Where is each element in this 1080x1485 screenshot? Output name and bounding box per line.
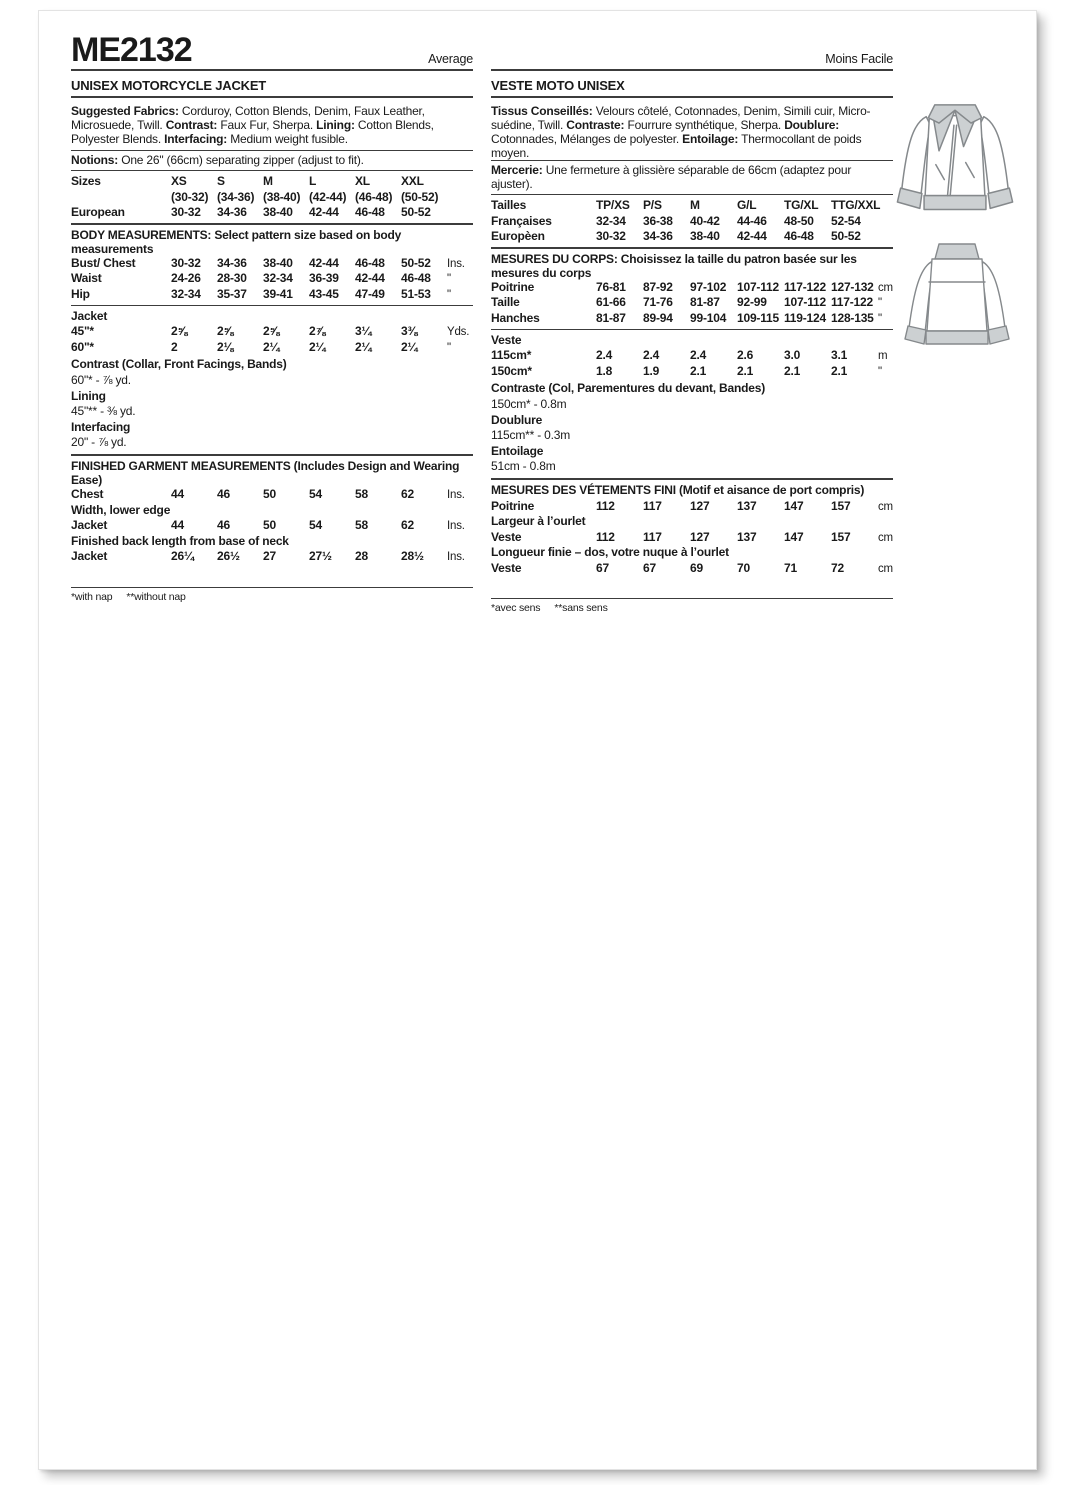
row-label: Jacket: [71, 549, 108, 564]
table-cell: XS: [171, 174, 187, 188]
table-cell: 3.0: [784, 348, 801, 363]
table-row: [71, 340, 473, 356]
table-cell: 2.1: [784, 363, 801, 378]
table-cell: 137: [737, 529, 757, 544]
table-cell: 127-132: [831, 279, 874, 294]
table-cell: 58: [355, 518, 368, 533]
footnote-with-nap: *with nap: [71, 590, 113, 603]
table-row: [71, 324, 473, 340]
interfacing-value: 20" - ⅞ yd.: [71, 435, 127, 450]
difficulty-label-fr: Moins Facile: [825, 52, 893, 66]
table-cell: 46-48: [784, 229, 814, 244]
notions-text: One 26" (66cm) separating zipper (adjust to fit).: [118, 153, 364, 167]
table-row: [491, 280, 893, 296]
notions-label: Notions:: [71, 153, 119, 167]
table-cell: 2⅞: [309, 324, 326, 339]
mercerie-row: [491, 160, 893, 195]
contraste-value: 150cm* - 0.8m: [491, 396, 567, 411]
table-cell: 27: [263, 549, 276, 564]
table-cell: 1.8: [596, 363, 613, 378]
table-row: [71, 287, 473, 303]
table-cell: 48-50: [784, 213, 814, 228]
table-cell: 24-26: [171, 271, 201, 286]
table-cell: 26¼: [171, 549, 194, 564]
mercerie-label: Mercerie:: [491, 163, 543, 177]
table-cell: (42-44): [309, 189, 347, 204]
table-row: [491, 311, 893, 327]
contraste-heading: Contraste (Col, Parementures du devant, Bandes): [491, 381, 765, 396]
table-cell: 2.1: [690, 363, 707, 378]
table-cell: 38-40: [263, 205, 293, 220]
table-cell: 127: [690, 498, 710, 513]
table-cell: 157: [831, 529, 851, 544]
contrast-value: 60"* - ⅞ yd.: [71, 372, 131, 387]
unit-cell: Ins.: [447, 257, 465, 270]
unit-cell: ": [878, 297, 882, 310]
row-label: Poitrine: [491, 498, 535, 513]
table-cell: 1.9: [643, 363, 660, 378]
table-cell: 72: [831, 560, 844, 575]
table-cell: (46-48): [355, 189, 393, 204]
table-row: [71, 205, 473, 221]
interfacing-text: Medium weight fusible.: [227, 132, 348, 146]
table-cell: (38-40): [263, 189, 301, 204]
table-cell: 87-92: [643, 279, 673, 294]
table-cell: 42-44: [737, 229, 767, 244]
entoilage-value: 51cm - 0.8m: [491, 459, 556, 474]
table-cell: 44: [171, 518, 184, 533]
table-cell: 71: [784, 560, 797, 575]
table-cell: 46: [217, 518, 230, 533]
table-cell: 32-34: [263, 271, 293, 286]
unit-cell: cm: [878, 281, 893, 294]
footnote-without-nap: **without nap: [126, 590, 186, 603]
table-cell: 76-81: [596, 279, 626, 294]
unit-cell: Yds.: [447, 326, 470, 339]
table-cell: 46-48: [401, 271, 431, 286]
table-row: [71, 190, 473, 206]
suggested-fabrics-paragraph: [71, 98, 473, 150]
table-cell: L: [309, 174, 317, 188]
table-cell: 50-52: [831, 229, 861, 244]
table-cell: 34-36: [643, 229, 673, 244]
contrast-text: Faux Fur, Sherpa.: [217, 118, 317, 132]
table-cell: 2.1: [831, 363, 848, 378]
section-heading: MESURES DU CORPS: Choisissez la taille du patron basée sur les mesures du corps: [491, 251, 857, 280]
finished-measurements-fr: [491, 480, 893, 577]
unit-cell: ": [447, 341, 451, 354]
table-cell: 46-48: [355, 255, 385, 270]
sub-heading: Largeur à l’ourlet: [491, 514, 586, 529]
table-row: [491, 295, 893, 311]
sub-heading: Longueur finie – dos, votre nuque à l’ourlet: [491, 545, 729, 560]
table-cell: 62: [401, 486, 414, 501]
lining-text: Cotton Blends, Polyester Blends.: [71, 118, 434, 146]
tissus-conseilles-paragraph: [491, 98, 893, 160]
body-measurements-en: [71, 225, 473, 306]
table-cell: 117: [643, 498, 662, 513]
pattern-envelope-back-page: [38, 10, 1037, 1470]
unit-cell: ": [447, 273, 451, 286]
table-cell: 36-38: [643, 213, 673, 228]
doublure-text: Cotonnades, Mélanges de polyester.: [491, 132, 683, 146]
table-cell: P/S: [643, 198, 662, 212]
table-cell: (50-52): [401, 189, 439, 204]
table-cell: 71-76: [643, 295, 673, 310]
table-cell: 50: [263, 486, 276, 501]
footnote-fr: [491, 598, 893, 614]
table-cell: 50: [263, 518, 276, 533]
table-cell: 2.4: [690, 348, 707, 363]
doublure-heading: Doublure: [491, 412, 543, 427]
table-cell: 117-122: [784, 279, 826, 294]
lining-label: Lining:: [316, 118, 355, 132]
row-label: Veste: [491, 529, 522, 544]
row-label: 115cm*: [491, 348, 532, 363]
table-cell: 34-36: [217, 205, 247, 220]
body-measurements-fr: [491, 249, 893, 330]
table-row: [491, 499, 893, 515]
table-cell: 39-41: [263, 286, 293, 301]
table-cell: S: [217, 174, 225, 188]
table-row: [71, 256, 473, 272]
table-cell: 81-87: [596, 310, 626, 325]
table-cell: 2¼: [355, 339, 372, 354]
row-label: European: [71, 205, 125, 220]
table-cell: 47-49: [355, 286, 385, 301]
unit-cell: m: [878, 350, 888, 363]
row-label: Veste: [491, 560, 522, 575]
yardage-section-en: [71, 306, 473, 456]
unit-cell: cm: [878, 500, 893, 513]
table-cell: TP/XS: [596, 198, 630, 212]
difficulty-label-en: Average: [428, 52, 473, 66]
section-heading: BODY MEASUREMENTS: Select pattern size based on body measurements: [71, 227, 402, 256]
sub-heading: Finished back length from base of neck: [71, 533, 289, 548]
table-row: [491, 348, 893, 364]
table-cell: 46-48: [355, 205, 385, 220]
unit-cell: ": [447, 288, 451, 301]
unit-cell: Ins.: [447, 520, 465, 533]
unit-cell: ": [878, 312, 882, 325]
table-cell: 32-34: [596, 213, 626, 228]
table-cell: 42-44: [309, 255, 339, 270]
row-label: 45"*: [71, 324, 94, 339]
fabrics-label: Suggested Fabrics:: [71, 104, 179, 118]
table-cell: 28½: [401, 549, 424, 564]
table-cell: 3¼: [355, 324, 372, 339]
table-cell: 2¼: [401, 339, 418, 354]
footnote-avec-sens: *avec sens: [491, 602, 541, 615]
size-table-fr: [491, 195, 893, 249]
finished-measurements-en: [71, 456, 473, 565]
mercerie-text: Une fermeture à glissière séparable de 66cm (adaptez pour ajuster).: [491, 163, 852, 191]
table-cell: (30-32): [171, 189, 209, 204]
french-masthead: [491, 31, 893, 71]
garment-title-en: UNISEX MOTORCYCLE JACKET: [71, 71, 473, 98]
garment-title-fr: VESTE MOTO UNISEX: [491, 71, 893, 98]
english-masthead: [71, 31, 473, 71]
table-cell: 50-52: [401, 205, 431, 220]
row-label: Hanches: [491, 310, 540, 325]
row-label: Françaises: [491, 213, 552, 228]
table-cell: 2⅝: [217, 324, 234, 339]
doublure-value: 115cm** - 0.3m: [491, 428, 571, 443]
size-table-en: [71, 171, 473, 225]
table-cell: 2⅝: [171, 324, 188, 339]
yardage-section-fr: [491, 330, 893, 480]
table-cell: 3⅜: [401, 324, 418, 339]
contrast-heading: Contrast (Collar, Front Facings, Bands): [71, 357, 287, 372]
unit-cell: Ins.: [447, 551, 465, 564]
row-label: Poitrine: [491, 279, 535, 294]
table-cell: 109-115: [737, 310, 779, 325]
table-cell: 137: [737, 498, 757, 513]
table-cell: 44: [171, 486, 184, 501]
tissus-text: Velours côtelé, Cotonnades, Denim, Simili cuir, Micro-suédine, Twill.: [491, 104, 871, 132]
table-cell: 42-44: [309, 205, 339, 220]
table-cell: 30-32: [171, 205, 201, 220]
footnote-sans-sens: **sans sens: [554, 602, 608, 615]
table-cell: 2.6: [737, 348, 754, 363]
row-label: Waist: [71, 271, 102, 286]
table-cell: 81-87: [690, 295, 720, 310]
table-cell: 2⅝: [263, 324, 280, 339]
table-cell: 2: [171, 339, 178, 354]
section-heading: Veste: [491, 332, 522, 347]
table-cell: 28: [355, 549, 368, 564]
table-row: [491, 214, 893, 230]
table-cell: 42-44: [355, 271, 385, 286]
row-label: Europèen: [491, 229, 545, 244]
unit-cell: cm: [878, 562, 893, 575]
table-cell: 35-37: [217, 286, 247, 301]
table-row: [491, 364, 893, 380]
table-cell: 2⅛: [217, 339, 234, 354]
table-cell: 2¼: [263, 339, 280, 354]
table-cell: 27½: [309, 549, 332, 564]
table-cell: 50-52: [401, 255, 431, 270]
section-heading: FINISHED GARMENT MEASUREMENTS (Includes Design and Wearing Ease): [71, 458, 460, 487]
table-cell: 69: [690, 560, 703, 575]
table-row: [71, 174, 473, 190]
table-cell: TTG/XXL: [831, 198, 881, 212]
contraste-label: Contraste:: [566, 118, 625, 132]
fabrics-text: Corduroy, Cotton Blends, Denim, Faux Leather, Microsuede, Twill.: [71, 104, 425, 132]
table-cell: 97-102: [690, 279, 727, 294]
table-cell: 38-40: [263, 255, 293, 270]
pattern-number: ME2132: [71, 31, 192, 69]
table-row: [491, 561, 893, 577]
table-row: [491, 229, 893, 245]
table-cell: 67: [596, 560, 609, 575]
row-label: Taille: [491, 295, 520, 310]
sub-heading: Width, lower edge: [71, 502, 171, 517]
row-label: Tailles: [491, 198, 527, 212]
table-cell: 2.1: [737, 363, 754, 378]
row-label: Sizes: [71, 174, 101, 188]
table-cell: 30-32: [596, 229, 626, 244]
row-label: Bust/ Chest: [71, 255, 136, 270]
unit-cell: cm: [878, 531, 893, 544]
table-cell: M: [690, 198, 700, 212]
table-cell: 70: [737, 560, 750, 575]
table-cell: 40-42: [690, 213, 720, 228]
interfacing-label: Interfacing:: [164, 132, 228, 146]
table-cell: (34-36): [217, 189, 255, 204]
table-cell: 2¼: [309, 339, 326, 354]
table-row: [491, 198, 893, 214]
tissus-label: Tissus Conseillés:: [491, 104, 593, 118]
table-cell: M: [263, 174, 273, 188]
unit-cell: ": [878, 365, 882, 378]
table-cell: 62: [401, 518, 414, 533]
table-cell: 112: [596, 529, 615, 544]
table-cell: 43-45: [309, 286, 339, 301]
entoilage-heading: Entoilage: [491, 443, 544, 458]
table-cell: 30-32: [171, 255, 201, 270]
row-label: Jacket: [71, 518, 108, 533]
table-cell: 2.4: [596, 348, 613, 363]
section-heading: Jacket: [71, 308, 108, 323]
table-cell: 127: [690, 529, 710, 544]
footnote-en: [71, 587, 473, 603]
table-cell: 44-46: [737, 213, 767, 228]
table-cell: 107-112: [737, 279, 779, 294]
table-cell: 3.1: [831, 348, 848, 363]
table-cell: 54: [309, 486, 322, 501]
french-column: [491, 31, 893, 614]
table-cell: 147: [784, 498, 804, 513]
table-cell: 89-94: [643, 310, 673, 325]
table-cell: 38-40: [690, 229, 720, 244]
section-heading: MESURES DES VÉTEMENTS FINI (Motif et aisance de port compris): [491, 482, 865, 497]
table-row: [71, 271, 473, 287]
table-cell: 58: [355, 486, 368, 501]
interfacing-heading: Interfacing: [71, 419, 131, 434]
table-cell: XL: [355, 174, 370, 188]
table-cell: 32-34: [171, 286, 201, 301]
table-cell: 99-104: [690, 310, 727, 325]
table-cell: 54: [309, 518, 322, 533]
table-cell: 46: [217, 486, 230, 501]
table-cell: 34-36: [217, 255, 247, 270]
table-row: [491, 530, 893, 546]
row-label: Hip: [71, 286, 90, 301]
table-cell: 112: [596, 498, 615, 513]
table-cell: 61-66: [596, 295, 626, 310]
notions-row: [71, 150, 473, 171]
lining-heading: Lining: [71, 388, 106, 403]
table-cell: XXL: [401, 174, 424, 188]
contrast-label: Contrast:: [165, 118, 218, 132]
table-row: [71, 518, 473, 534]
table-cell: 107-112: [784, 295, 826, 310]
contraste-text: Fourrure synthétique, Sherpa.: [624, 118, 785, 132]
jacket-front-illustration: [891, 89, 1019, 235]
lining-value: 45"** - ⅜ yd.: [71, 404, 136, 419]
table-cell: 26½: [217, 549, 240, 564]
english-column: [71, 31, 473, 603]
table-cell: 128-135: [831, 310, 874, 325]
table-cell: 147: [784, 529, 804, 544]
table-cell: G/L: [737, 198, 757, 212]
table-cell: 67: [643, 560, 656, 575]
table-cell: 92-99: [737, 295, 767, 310]
doublure-label: Doublure:: [784, 118, 840, 132]
jacket-back-illustration: [897, 233, 1017, 373]
table-cell: 51-53: [401, 286, 431, 301]
table-cell: 157: [831, 498, 851, 513]
table-cell: 28-30: [217, 271, 247, 286]
table-cell: TG/XL: [784, 198, 819, 212]
entoilage-text: Thermocollant de poids moyen.: [491, 132, 862, 160]
table-cell: 117-122: [831, 295, 873, 310]
row-label: 60"*: [71, 339, 94, 354]
table-cell: 119-124: [784, 310, 826, 325]
unit-cell: Ins.: [447, 488, 465, 501]
table-row: [71, 487, 473, 503]
table-cell: 117: [643, 529, 662, 544]
table-cell: 52-54: [831, 213, 861, 228]
table-cell: 36-39: [309, 271, 339, 286]
table-cell: 2.4: [643, 348, 660, 363]
table-row: [71, 549, 473, 565]
entoilage-label: Entoilage:: [682, 132, 739, 146]
row-label: Chest: [71, 486, 104, 501]
row-label: 150cm*: [491, 363, 532, 378]
